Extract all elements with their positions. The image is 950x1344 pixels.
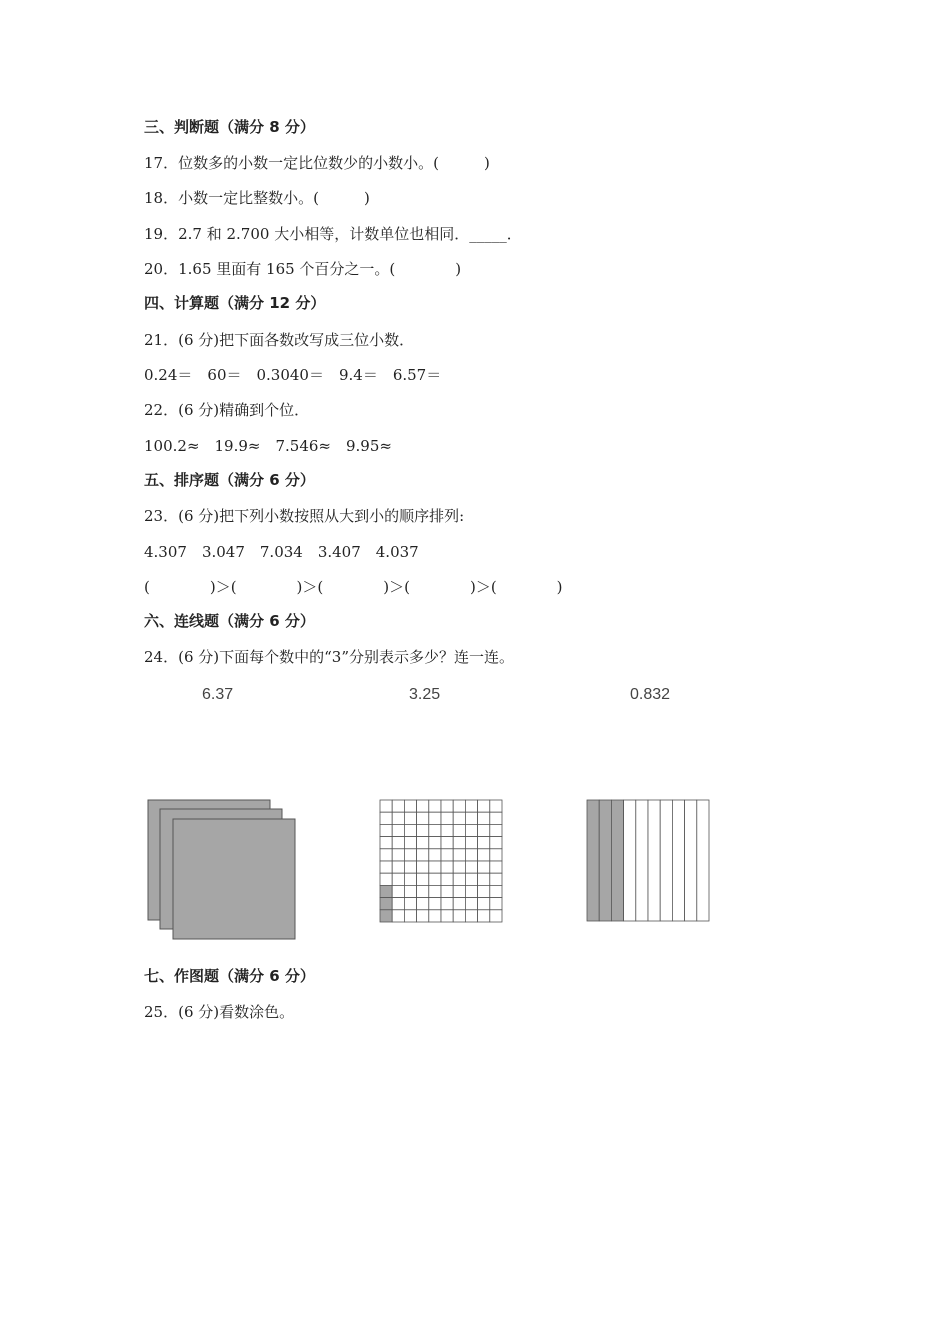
grid-cell bbox=[417, 861, 429, 873]
grid-cell bbox=[453, 898, 465, 910]
grid-cell bbox=[478, 861, 490, 873]
grid-cell bbox=[478, 885, 490, 897]
grid-cell bbox=[465, 910, 477, 922]
tenths-strip-figure bbox=[586, 799, 712, 925]
question-21: 21．(6 分)把下面各数改写成三位小数． bbox=[144, 331, 415, 349]
grid-cell bbox=[392, 910, 404, 922]
grid-cell bbox=[453, 861, 465, 873]
grid-cell bbox=[453, 812, 465, 824]
grid-cell-shaded bbox=[380, 910, 392, 922]
question-22-items: 100.2≈ 19.9≈ 7.546≈ 9.95≈ bbox=[144, 437, 392, 455]
grid-cell bbox=[417, 824, 429, 836]
grid-cell bbox=[490, 800, 502, 812]
question-25: 25．(6 分)看数涂色。 bbox=[144, 1003, 295, 1021]
section-5-heading: 五、排序题（满分 6 分） bbox=[144, 471, 315, 489]
section-4-heading: 四、计算题（满分 12 分） bbox=[144, 294, 326, 312]
grid-cell bbox=[392, 837, 404, 849]
grid-cell bbox=[380, 849, 392, 861]
grid-cell bbox=[490, 824, 502, 836]
grid-cell bbox=[441, 800, 453, 812]
grid-cell bbox=[441, 837, 453, 849]
grid-cell bbox=[465, 861, 477, 873]
grid-cell bbox=[429, 812, 441, 824]
tenth-strip-shaded bbox=[587, 800, 599, 921]
tenth-strip bbox=[660, 800, 672, 921]
grid-cell bbox=[478, 800, 490, 812]
grid-cell bbox=[490, 873, 502, 885]
tenth-strip bbox=[624, 800, 636, 921]
question-24: 24．(6 分)下面每个数中的“3”分别表示多少？连一连。 bbox=[144, 648, 514, 666]
grid-cell bbox=[380, 861, 392, 873]
tenth-strip-shaded bbox=[611, 800, 623, 921]
grid-cell bbox=[380, 812, 392, 824]
tenth-strip bbox=[697, 800, 709, 921]
grid-cell bbox=[404, 849, 416, 861]
grid-cell bbox=[417, 800, 429, 812]
grid-cell bbox=[380, 824, 392, 836]
grid-cell bbox=[417, 898, 429, 910]
grid-cell bbox=[490, 885, 502, 897]
grid-cell bbox=[453, 910, 465, 922]
grid-cell bbox=[404, 873, 416, 885]
grid-cell bbox=[404, 812, 416, 824]
grid-cell bbox=[404, 861, 416, 873]
grid-cell bbox=[490, 861, 502, 873]
question-19: 19．2.7 和 2.700 大小相等，计数单位也相同．_____． bbox=[144, 225, 522, 243]
three-squares-figure bbox=[146, 798, 298, 942]
grid-cell bbox=[392, 898, 404, 910]
grid-cell bbox=[429, 800, 441, 812]
grid-cell bbox=[478, 910, 490, 922]
grid-cell bbox=[453, 837, 465, 849]
grid-cell bbox=[465, 824, 477, 836]
grid-cell bbox=[417, 885, 429, 897]
grid-cell bbox=[404, 898, 416, 910]
grid-cell bbox=[429, 861, 441, 873]
grid-cell bbox=[417, 873, 429, 885]
grid-cell bbox=[465, 885, 477, 897]
grid-cell bbox=[465, 873, 477, 885]
grid-cell bbox=[465, 849, 477, 861]
grid-cell bbox=[441, 898, 453, 910]
tenth-strip-shaded bbox=[599, 800, 611, 921]
grid-cell bbox=[441, 812, 453, 824]
grid-cell bbox=[478, 873, 490, 885]
section-3-heading: 三、判断题（满分 8 分） bbox=[144, 118, 315, 136]
grid-cell bbox=[392, 861, 404, 873]
grid-cell bbox=[453, 800, 465, 812]
grid-cell bbox=[478, 898, 490, 910]
grid-cell bbox=[490, 898, 502, 910]
question-20: 20．1.65 里面有 165 个百分之一。( ) bbox=[144, 260, 462, 278]
grid-cell bbox=[392, 824, 404, 836]
grid-cell bbox=[490, 910, 502, 922]
grid-cell bbox=[453, 873, 465, 885]
question-23-items: 4.307 3.047 7.034 3.407 4.037 bbox=[144, 543, 419, 561]
grid-cell bbox=[417, 837, 429, 849]
grid-cell bbox=[465, 837, 477, 849]
grid-cell bbox=[429, 849, 441, 861]
grid-cell bbox=[465, 812, 477, 824]
grid-cell bbox=[392, 800, 404, 812]
grid-cell bbox=[490, 837, 502, 849]
tenth-strip bbox=[672, 800, 684, 921]
grid-cell bbox=[478, 837, 490, 849]
question-23-blanks: ( )＞( )＞( )＞( )＞( ) bbox=[144, 578, 563, 596]
grid-cell bbox=[392, 885, 404, 897]
question-17: 17．位数多的小数一定比位数少的小数小。( ) bbox=[144, 154, 490, 172]
grid-cell bbox=[392, 873, 404, 885]
match-number-1: 6.37 bbox=[202, 686, 234, 703]
grid-cell bbox=[429, 885, 441, 897]
grid-cell bbox=[441, 849, 453, 861]
tenth-strip bbox=[685, 800, 697, 921]
square-front bbox=[173, 819, 295, 939]
grid-cell bbox=[441, 861, 453, 873]
grid-cell bbox=[429, 898, 441, 910]
grid-cell bbox=[441, 873, 453, 885]
grid-cell bbox=[404, 885, 416, 897]
grid-cell bbox=[429, 837, 441, 849]
match-number-2: 3.25 bbox=[409, 686, 441, 703]
grid-cell bbox=[441, 824, 453, 836]
grid-cell-shaded bbox=[380, 898, 392, 910]
grid-cell bbox=[404, 837, 416, 849]
grid-cell bbox=[465, 898, 477, 910]
grid-cell bbox=[417, 849, 429, 861]
grid-cell bbox=[453, 849, 465, 861]
grid-cell bbox=[453, 824, 465, 836]
grid-cell bbox=[429, 824, 441, 836]
grid-cell bbox=[380, 800, 392, 812]
grid-cell bbox=[417, 910, 429, 922]
question-23: 23．(6 分)把下列小数按照从大到小的顺序排列: bbox=[144, 507, 465, 525]
section-7-heading: 七、作图题（满分 6 分） bbox=[144, 967, 315, 985]
grid-cell bbox=[392, 812, 404, 824]
grid-cell bbox=[478, 849, 490, 861]
question-22: 22．(6 分)精确到个位． bbox=[144, 401, 310, 419]
tenth-strip bbox=[636, 800, 648, 921]
grid-cell bbox=[478, 812, 490, 824]
grid-cell bbox=[404, 910, 416, 922]
match-number-3: 0.832 bbox=[630, 686, 671, 703]
grid-cell bbox=[392, 849, 404, 861]
grid-cell bbox=[453, 885, 465, 897]
grid-cell bbox=[404, 800, 416, 812]
grid-cell bbox=[441, 885, 453, 897]
grid-cell bbox=[404, 824, 416, 836]
question-18: 18．小数一定比整数小。( ) bbox=[144, 189, 370, 207]
grid-cell bbox=[490, 849, 502, 861]
question-21-items: 0.24＝ 60＝ 0.3040＝ 9.4＝ 6.57＝ bbox=[144, 366, 442, 384]
grid-cell bbox=[441, 910, 453, 922]
tenth-strip bbox=[648, 800, 660, 921]
grid-cell bbox=[429, 910, 441, 922]
grid-cell bbox=[429, 873, 441, 885]
grid-cell bbox=[478, 824, 490, 836]
grid-cell bbox=[380, 873, 392, 885]
grid-cell bbox=[465, 800, 477, 812]
grid-cell bbox=[417, 812, 429, 824]
grid-cell-shaded bbox=[380, 885, 392, 897]
grid-cell bbox=[380, 837, 392, 849]
hundred-grid-figure bbox=[379, 799, 505, 925]
section-6-heading: 六、连线题（满分 6 分） bbox=[144, 612, 315, 630]
grid-cell bbox=[490, 812, 502, 824]
